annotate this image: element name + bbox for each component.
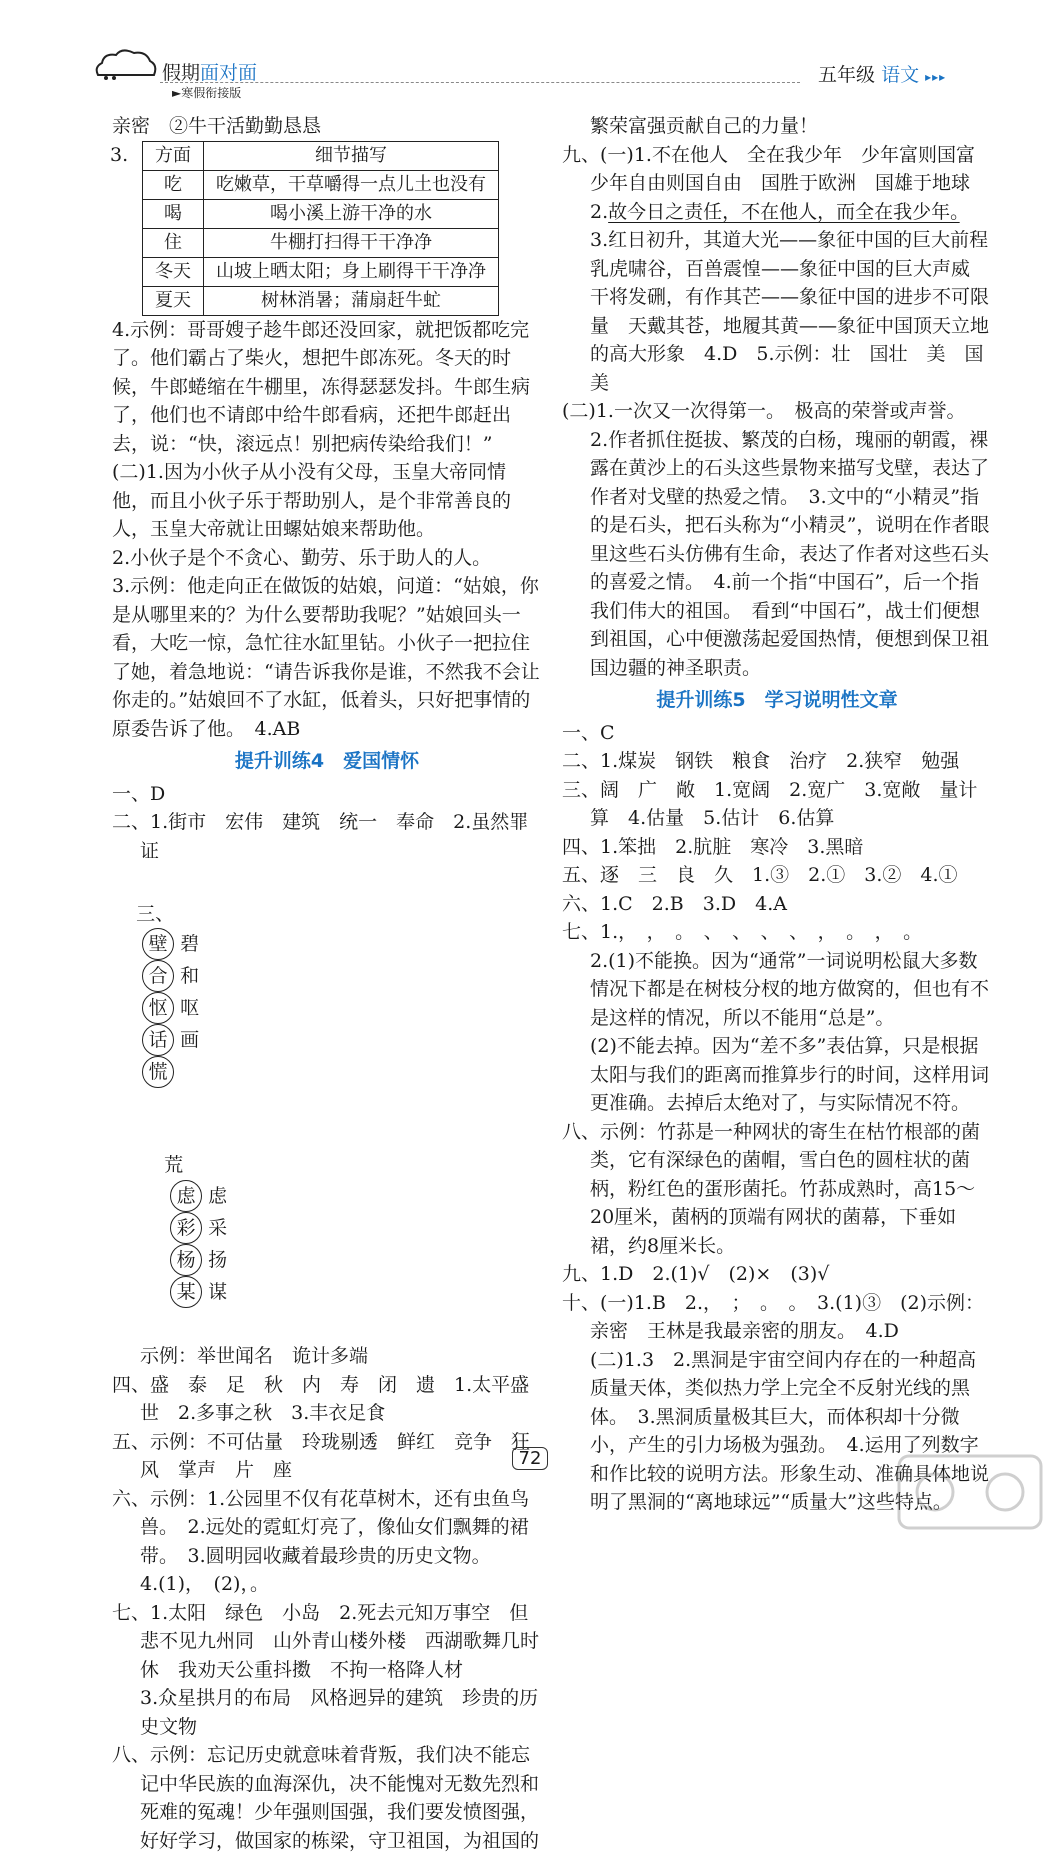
answer-line: 3.众星拱月的布局 风格迥异的建筑 珍贵的历史文物	[140, 1687, 539, 1738]
answer-line: 九、1.D 2.(1)√ (2)× (3)√	[562, 1263, 830, 1285]
answer-line: 四、1.笨拙 2.肮脏 寒冷 3.黑暗	[562, 835, 864, 858]
answer-text: 少年自由则国自由 国胜于欧洲 国雄于地球 2.	[590, 172, 990, 223]
answer-line: 六、示例：1.公园里不仅有花草树木，还有虫鱼鸟兽。 2.远处的霓虹灯亮了，像仙女们飘舞的裙带。 3.圆明园收藏着最珍贵的历史文物。	[112, 1487, 530, 1567]
circled-char: 慌	[142, 1056, 174, 1088]
watermark-stamp-icon	[895, 1452, 1045, 1532]
answer-char: 和	[180, 965, 200, 987]
table-cell: 牛棚打扫得干干净净	[204, 228, 499, 257]
section-title: 提升训练5 学习说明性文章	[656, 689, 898, 711]
table-header-cell: 方面	[143, 141, 204, 170]
section-title: 提升训练4 爱国情怀	[234, 750, 420, 772]
circled-char: 某	[170, 1276, 202, 1308]
circled-char: 杨	[170, 1244, 202, 1276]
answer-line: 三、阔 广 敞 1.宽阔 2.宽广 3.宽敞 量计 算 4.估量 5.估计 6.估算	[562, 778, 997, 829]
table-header-row	[143, 141, 499, 170]
answer-line: 七、1.， ， 。 、 、 、 、 ， 。 ， 。	[562, 921, 923, 943]
circled-char: 合	[142, 960, 174, 992]
page-header	[0, 0, 1055, 110]
answer-paragraph: 2.小伙子是个不贪心、勤劳、乐于助人的人。	[112, 546, 492, 569]
answer-paragraph: 4.示例：哥哥嫂子趁牛郎还没回家，就把饭都吃完了。他们霸占了柴火，想把牛郎冻死。冬天的时候，牛郎蜷缩在牛棚里，冻得瑟瑟发抖。牛郎生病了，他们也不请郎中给牛郎看病，还把牛郎赶出去，说：“快，滚远点！别把病传染给我们！”	[112, 318, 531, 455]
brand-subtitle: ►寒假衔接版	[172, 86, 242, 100]
answer-line: 五、逐 三 良 久 1.③ 2.① 3.② 4.①	[562, 864, 958, 886]
page-number-text: 72	[512, 1447, 549, 1470]
brand-title: 假期面对面	[162, 62, 258, 84]
table-row	[143, 170, 499, 199]
answer-line: 十、(一)1.B 2.， ； 。 。 3.(1)③ (2)示例：亲密 王林是我最亲密的朋友。 4.D	[562, 1291, 984, 1342]
table-number: 3.	[110, 143, 129, 166]
answer-char: 扬	[208, 1248, 228, 1271]
table-row	[143, 257, 499, 286]
answer-paragraph: 3.示例：他走向正在做饭的姑娘，问道：“姑娘，你是从哪里来的？为什么要帮助我呢？”姑娘回头一看，大吃一惊，急忙往水缸里钻。小伙子一把拉住了她，着急地说：“请告诉我你是谁，不然我不会让你走的。”姑娘回不了水缸，低着头，只好把事情的原委告诉了他。 4.AB	[112, 575, 540, 740]
answer-char: 画	[180, 1029, 200, 1051]
detail-table-block	[112, 141, 542, 316]
circled-char: 怄	[142, 992, 174, 1024]
answer-paragraph: (2)不能去掉。因为“差不多”表估算，只是根据太阳与我们的距离而推算步行的时间，这样用词更准确。去掉后太绝对了，与实际情况不符。	[590, 1035, 990, 1114]
answer-line: 亲密 ②牛干活勤勤恳恳	[112, 115, 322, 137]
answer-paragraph: 八、示例：竹荪是一种网状的寄生在枯竹根部的菌类，它有深绿色的菌帽，雪白色的圆柱状的菌柄，粉红色的蛋形菌托。竹荪成熟时，高15～20厘米，菌柄的顶端有网状的菌幕，下垂如裙，约8厘米长。	[562, 1120, 981, 1257]
answer-char: 荒	[164, 1154, 184, 1176]
answer-char: 采	[208, 1216, 228, 1239]
table-cell: 树林消暑；蒲扇赶牛虻	[204, 286, 499, 315]
answer-paragraph: (二)1.因为小伙子从小没有父母，玉皇大帝同情他，而且小伙子乐于帮助别人，是个非常善良的人，玉皇大帝就让田螺姑娘来帮助他。	[112, 461, 512, 540]
right-column	[562, 112, 1008, 1517]
answer-paragraph	[562, 169, 1008, 397]
table-cell: 夏天	[143, 286, 204, 315]
answer-paragraph: (二)1.一次又一次得第一。 极高的荣誉或声誉。 2.作者抓住挺拔、繁茂的白杨，瑰丽的朝霞，裸露在黄沙上的石头这些景物来描写戈壁，表达了作者对戈壁的热爱之情。 3.文中的“小精灵”指的是石头，把石头称为“小精灵”，说明在作者眼里这些石头仿佛有生命，表达了作者对这些石头的喜爱之情。 4.前一个指“中国石”，后一个指我们伟大的祖国。 看到“中国石”，战士们便想到祖国，心中便激荡起爱国热情，便想到保卫祖国边疆的神圣职责。	[562, 400, 990, 679]
answer-line: 一、C	[562, 721, 615, 744]
circled-row	[112, 1123, 542, 1337]
answer-text: 3.红日初升，其道大光——象征中国的巨大前程 乳虎啸谷，百兽震惶——象征中国的巨大声威 干将发硎，有作其芒——象征中国的进步不可限量 天戴其苍，地履其黄——象征中国顶天立地的高大形象 4.D 5.示例：壮 国壮 美 国美	[590, 200, 1008, 394]
detail-table	[142, 141, 499, 316]
page-number	[480, 1448, 580, 1469]
answer-line: 四、盛 泰 足 秋 内 寿 闭 遗 1.太平盛世 2.多事之秋 3.丰衣足食	[112, 1373, 530, 1424]
answer-char: 虑	[208, 1184, 228, 1207]
answer-line: 4.(1)， (2)，。	[140, 1573, 269, 1595]
answer-line: 六、1.C 2.B 3.D 4.A	[562, 892, 787, 915]
table-cell: 吃嫩草，干草嚼得一点儿土也没有	[204, 170, 499, 199]
table-cell: 山坡上晒太阳；身上刷得干干净净	[204, 257, 499, 286]
answer-char: 呕	[180, 997, 200, 1019]
answer-line: 九、(一)1.不在他人 全在我少年 少年富则国富	[562, 143, 975, 166]
answer-line: 七、1.太阳 绿色 小岛 2.死去元知万事空 但悲不见九州同 山外青山楼外楼 西湖歌舞几时休 我劝天公重抖擞 不拘一格降人材	[112, 1601, 540, 1681]
answer-line: 示例：举世闻名 诡计多端	[140, 1345, 369, 1367]
left-column	[112, 112, 542, 1855]
table-cell: 喝	[143, 199, 204, 228]
answer-char: 碧	[180, 933, 200, 955]
table-cell: 喝小溪上游干净的水	[204, 199, 499, 228]
answer-line: 五、示例：不可估量 玲珑剔透 鲜红 竞争 狂风 掌声 片 座	[112, 1430, 531, 1481]
underlined-answer: 故今日之责任，不在他人，而全在我少年。	[608, 200, 960, 223]
question-number: 三、	[136, 902, 175, 925]
answer-line: 一、D	[112, 782, 166, 805]
grade-subject: 五年级 语文 ▸▸▸	[818, 64, 947, 86]
table-cell: 住	[143, 228, 204, 257]
answer-line: 二、1.煤炭 钢铁 粮食 治疗 2.狭窄 勉强	[562, 750, 960, 772]
table-row	[143, 286, 499, 315]
answer-line: 八、示例：忘记历史就意味着背叛，我们决不能忘记中华民族的血海深仇，决不能愧对无数先烈和死难的冤魂！少年强则国强，我们要发愤图强，好好学习，做国家的栋梁，守卫祖国，为祖国的	[112, 1744, 540, 1852]
table-row	[143, 228, 499, 257]
circled-char: 壁	[142, 928, 174, 960]
table-row	[143, 199, 499, 228]
circled-char: 彩	[170, 1212, 202, 1244]
circled-char: 话	[142, 1024, 174, 1056]
table-cell: 吃	[143, 170, 204, 199]
header-rule	[160, 82, 800, 83]
answer-paragraph: 2.(1)不能换。因为“通常”一词说明松鼠大多数情况下都是在树枝分杈的地方做窝的，但也有不是这样的情况，所以不能用“总是”。	[590, 949, 990, 1029]
answer-char: 谋	[208, 1280, 228, 1303]
circled-row	[112, 871, 542, 1117]
answer-line: 二、1.街市 宏伟 建筑 统一 奉命 2.虽然罪证	[112, 811, 529, 862]
cloud-logo-icon	[92, 45, 158, 81]
circled-char: 虑	[170, 1180, 202, 1212]
answer-line: 繁荣富强贡献自己的力量！	[590, 115, 819, 137]
table-cell: 冬天	[143, 257, 204, 286]
answer-paragraph: (二)1.3 2.黑洞是宇宙空间内存在的一种超高质量天体，类似热力学上完全不反射光线的黑体。 3.黑洞质量极其巨大，而体积却十分微小，产生的引力场极为强劲。 4.运用了列数字和作比较的说明方法。形象生动、准确具体地说明了黑洞的“离地球远”“质量大”这些特点。	[590, 1348, 990, 1513]
table-header-cell: 细节描写	[204, 141, 499, 170]
